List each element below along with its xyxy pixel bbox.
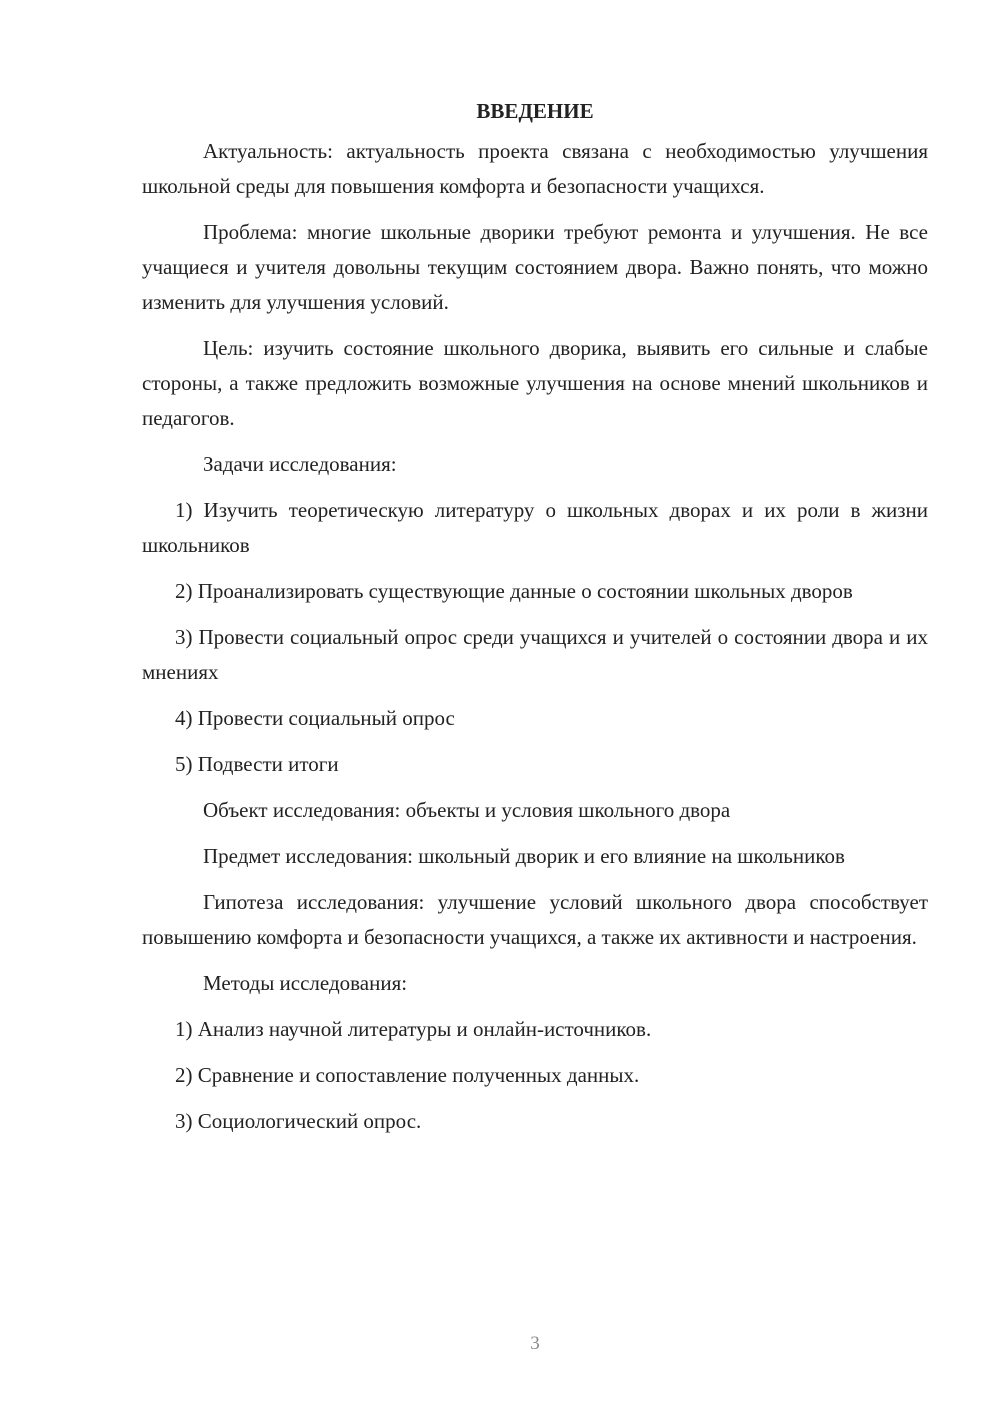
tasks-heading: Задачи исследования: [203,452,397,476]
methods-heading: Методы исследования: [203,971,408,995]
page-number: 3 [530,1333,540,1354]
object-paragraph: Объект исследования: объекты и условия школьного двора [203,798,731,822]
task-item: 4) Провести социальный опрос [175,706,455,730]
task-item: 5) Подвести итоги [175,752,339,776]
document-page [142,96,928,1150]
method-item: 2) Сравнение и сопоставление полученных данных. [175,1063,640,1087]
subject-paragraph: Предмет исследования: школьный дворик и его влияние на школьников [203,844,845,868]
page-title: ВВЕДЕНИЕ [476,99,594,123]
method-item: 3) Социологический опрос. [175,1109,422,1133]
problem-paragraph: Проблема: многие школьные дворики требуют ремонта и улучшения. Не все учащиеся и учителя довольны текущим состоянием двора. Важно понять, что можно изменить для улучшения условий. [142,220,928,314]
relevance-paragraph: Актуальность: актуальность проекта связана с необходимостью улучшения школьной среды для повышения комфорта и безопасности учащихся. [142,139,928,198]
goal-paragraph: Цель: изучить состояние школьного дворика, выявить его сильные и слабые стороны, а также предложить возможные улучшения на основе мнений школьников и педагогов. [142,336,928,430]
hypothesis-paragraph: Гипотеза исследования: улучшение условий школьного двора способствует повышению комфорта и безопасности учащихся, а также их активности и настроения. [142,890,928,949]
task-item: 3) Провести социальный опрос среди учащихся и учителей о состоянии двора и их мнениях [142,625,928,684]
method-item: 1) Анализ научной литературы и онлайн-источников. [175,1017,652,1041]
task-item: 1) Изучить теоретическую литературу о школьных дворах и их роли в жизни школьников [142,498,928,557]
task-item: 2) Проанализировать существующие данные о состоянии школьных дворов [175,579,853,603]
